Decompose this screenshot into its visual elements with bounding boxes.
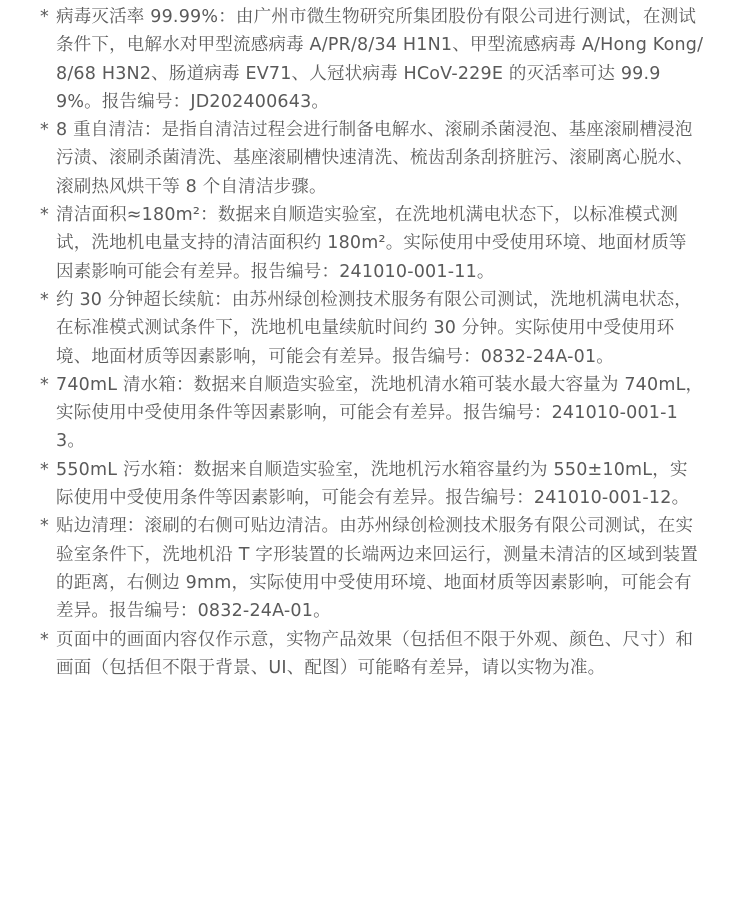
note-virus-inactivation — [40, 0, 704, 116]
disclaimer-notes-list — [40, 0, 704, 682]
note-text: 贴边清理：滚刷的右侧可贴边清洁。由苏州绿创检测技术服务有限公司测试，在实验室条件下，洗地机沿 T 字形装置的长端两边来回运行，测量未清洁的区域到装置的距离，右侧边 9mm，实际使用中受使用环境、地面材质等因素影响，可能会有差异。报告编号：0832-24A-01。 — [56, 516, 698, 622]
note-bullet: * — [40, 205, 49, 226]
note-text: 病毒灭活率 99.99%：由广州市微生物研究所集团股份有限公司进行测试，在测试条件下，电解水对甲型流感病毒 A/PR/8/34 H1N1、甲型流感病毒 A/Hong Kong/8/68 H3N2、肠道病毒 EV71、人冠状病毒 HCoV-229E 的灭活率可达 99.99%。报告编号：JD202400643。 — [56, 7, 704, 112]
note-text: 550mL 污水箱：数据来自顺造实验室，洗地机污水箱容量约为 550±10mL，实际使用中受使用条件等因素影响，可能会有差异。报告编号：241010-001-12。 — [56, 459, 690, 509]
note-bullet: * — [40, 459, 49, 480]
note-text: 清洁面积≈180m²：数据来自顺造实验室，在洗地机满电状态下，以标准模式测试，洗地机电量支持的清洁面积约 180m²。实际使用中受使用环境、地面材质等因素影响可能会有差异。报告编号：241010-001-11。 — [56, 205, 687, 282]
note-cleaning-area — [40, 201, 704, 286]
note-self-cleaning — [40, 116, 704, 201]
note-battery-life — [40, 286, 704, 371]
note-bullet: * — [40, 120, 49, 141]
note-dirty-water-tank — [40, 456, 704, 513]
note-bullet: * — [40, 516, 49, 537]
note-bullet: * — [40, 7, 49, 27]
note-text: 740mL 清水箱：数据来自顺造实验室，洗地机清水箱可装水最大容量为 740mL，实际使用中受使用条件等因素影响，可能会有差异。报告编号：241010-001-13。 — [56, 374, 704, 452]
note-clean-water-tank — [40, 371, 704, 456]
note-text: 8 重自清洁：是指自清洁过程会进行制备电解水、滚刷杀菌浸泡、基座滚刷槽浸泡污渍、滚刷杀菌清洗、基座滚刷槽快速清洗、梳齿刮条刮挤脏污、滚刷离心脱水、滚刷热风烘干等 8 个自清洁步骤。 — [56, 120, 694, 197]
note-text: 页面中的画面内容仅作示意，实物产品效果（包括但不限于外观、颜色、尺寸）和画面（包括但不限于背景、UI、配图）可能略有差异，请以实物为准。 — [56, 629, 694, 678]
note-bullet: * — [40, 629, 49, 650]
note-bullet: * — [40, 289, 49, 310]
note-image-disclaimer — [40, 626, 704, 683]
note-edge-cleaning — [40, 512, 704, 625]
note-bullet: * — [40, 374, 49, 395]
note-text: 约 30 分钟超长续航：由苏州绿创检测技术服务有限公司测试，洗地机满电状态，在标准模式测试条件下，洗地机电量续航时间约 30 分钟。实际使用中受使用环境、地面材质等因素影响，可能会有差异。报告编号：0832-24A-01。 — [56, 289, 692, 367]
